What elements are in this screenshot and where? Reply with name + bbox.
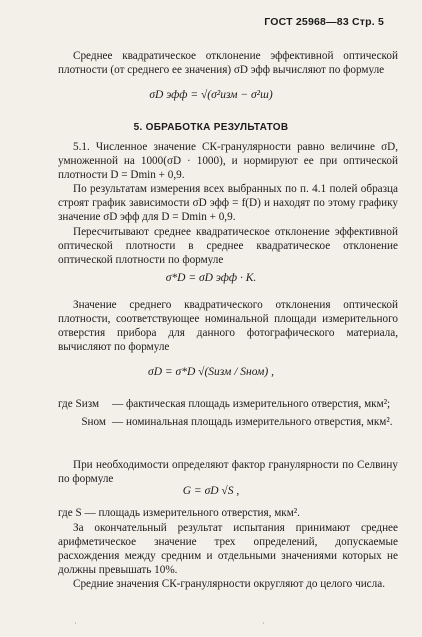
paragraph-recalc: Пересчитывают среднее квадратическое отклонение эффективной оптической плотности в среднее квадратическое отклонение оптической плотности по формуле bbox=[58, 226, 398, 266]
where-s: где S — площадь измерительного отверстия, мкм². bbox=[58, 507, 300, 519]
formula-sigma-eff: σD эфф = √(σ²изм − σ²ш) bbox=[149, 89, 273, 101]
paragraph-round: Средние значения СК-гранулярности округляют до целого числа. bbox=[73, 578, 385, 590]
where-term: Sном bbox=[81, 416, 106, 428]
intro-paragraph: Среднее квадратическое отклонение эффективной оптической плотности (от среднего ее значения) σD эфф вычисляют по формуле bbox=[58, 50, 398, 76]
paragraph-value: Значение среднего квадратического отклонения оптической плотности, соответствующее номинальной площади измерительного отверстия прибора для данного фотографического материала, вычисляют по формуле bbox=[58, 299, 398, 353]
where-term: где Sизм bbox=[58, 398, 100, 410]
formula-selwyn: G = σD √S , bbox=[182, 485, 240, 497]
formula-sigma-d: σD = σ*D √(Sизм / Sном) , bbox=[148, 366, 274, 378]
paragraph-5-1: 5.1. Численное значение СК-гранулярности равно величине σD, умноженной на 1000(σD · 1000), и нормируют ее при оптической плотности D = Dmin + 0,9. bbox=[58, 141, 398, 181]
scan-mark: · bbox=[74, 618, 77, 628]
where-definition: — фактическая площадь измерительного отверстия, мкм²; bbox=[112, 398, 391, 410]
where-item-s-nom bbox=[58, 415, 398, 429]
section-heading: 5. ОБРАБОТКА РЕЗУЛЬТАТОВ bbox=[133, 122, 289, 133]
scan-mark: · bbox=[262, 618, 265, 628]
formula-sigma-star: σ*D = σD эфф · K. bbox=[165, 272, 257, 284]
where-item-s-izm bbox=[58, 397, 398, 411]
paragraph-graph: По результатам измерения всех выбранных по п. 4.1 полей образца строят график зависимости σD эфф = f(D) и находят по этому графику значение σD эфф для D = Dmin + 0,9. bbox=[58, 183, 398, 223]
page-header: ГОСТ 25968—83 Стр. 5 bbox=[264, 16, 384, 28]
paragraph-final: За окончательный результат испытания принимают среднее арифметическое значение трех определений, допускаемые расхождения между средним и отдельными значениями которых не должны превышать 10%. bbox=[58, 522, 398, 576]
where-list bbox=[58, 397, 398, 429]
paragraph-selwyn: При необходимости определяют фактор гранулярности по Селвину по формуле bbox=[58, 459, 398, 485]
where-definition: — номинальная площадь измерительного отверстия, мкм². bbox=[112, 416, 393, 428]
